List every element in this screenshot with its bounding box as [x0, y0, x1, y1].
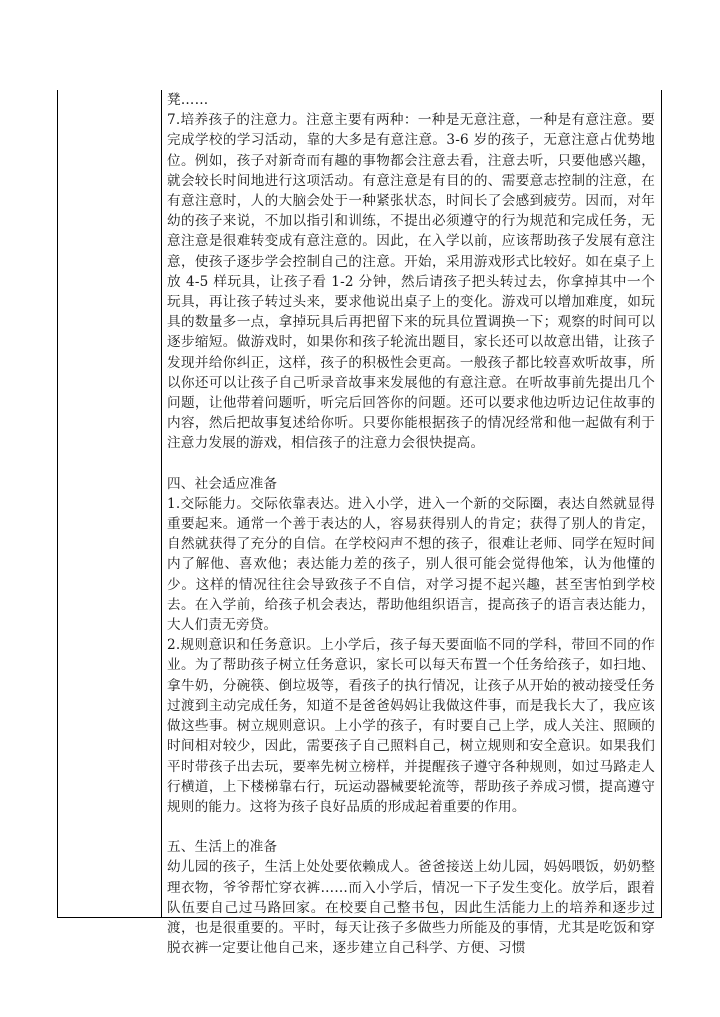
section-heading-life: 五、生活上的准备 — [167, 839, 278, 856]
table-left-column — [58, 90, 161, 917]
content-table — [57, 90, 662, 957]
paragraph-communication: 1.交际能力。交际依靠表达。进入小学，进入一个新的交际圈，表达自然就显得重要起来。通常一个善于表达的人，容易获得别人的肯定；获得了别人的肯定，自然就获得了充分的自信。在学校闷声不想的孩子，很难让老师、同学在短时间内了解他、喜欢他；表达能力差的孩子，别人很可能会觉得他笨，认为他懂的少。这样的情况往往会导致孩子不自信，对学习提不起兴趣，甚至害怕到学校去。在入学前，给孩子机会表达，帮助他组织语言，提高孩子的语言表达能力，大人们责无旁贷。 — [167, 495, 655, 634]
paragraph-rules: 2.规则意识和任务意识。上小学后，孩子每天要面临不同的学科，带回不同的作业。为了帮助孩子树立任务意识，家长可以每天布置一个任务给孩子，如扫地、拿牛奶，分碗筷、倒垃圾等，看孩子的执行情况，让孩子从开始的被动接受任务过渡到主动完成任务，知道不是爸爸妈妈让我做这件事，而是我长大了，我应该做这些事。树立规则意识。上小学的孩子，有时要自己上学，成人关注、照顾的时间相对较少，因此，需要孩子自己照料自己，树立规则和安全意识。如果我们平时带孩子出去玩，要率先树立榜样，并提醒孩子遵守各种规则，如过马路走人行横道，上下楼梯靠右行，玩运动器械要轮流等，帮助孩子养成习惯，提高遵守规则的能力。这将为孩子良好品质的形成起着重要的作用。 — [167, 637, 655, 815]
lead-text: 凳…… — [167, 92, 209, 108]
column-divider — [161, 90, 162, 917]
paragraph-attention: 7.培养孩子的注意力。注意主要有两种：一种是无意注意，一种是有意注意。要完成学校的学习活动，靠的大多是有意注意。3-6 岁的孩子，无意注意占优势地位。例如，孩子对新奇而有趣的事物都会注意去看，注意去听，只要他感兴趣，就会较长时间地进行这项活动。有意注意是有目的的、需要意志控制的注意，在有意注意时，人的大脑会处于一种紧张状态，时间长了会感到疲劳。因而，对年幼的孩子来说，不加以指引和训练，不提出必须遵守的行为规范和完成任务，无意注意是很难转变成有意注意的。因此，在入学以前，应该帮助孩子发展有意注意，使孩子逐步学会控制自己的注意。开始，采用游戏形式比较好。如在桌子上放 4-5 样玩具，让孩子看 1-2 分钟，然后请孩子把头转过去，你拿掉其中一个玩具，再让孩子转过头来，要求他说出桌子上的变化。游戏可以增加难度，如玩具的数量多一点，拿掉玩具后再把留下来的玩具位置调换一下；观察的时间可以逐步缩短。做游戏时，如果你和孩子轮流出题目，家长还可以故意出错，让孩子发现并给你纠正，这样，孩子的积极性会更高。一般孩子都比较喜欢听故事，所以你还可以让孩子自己听录音故事来发展他的有意注意。在听故事前先提出几个问题，让他带着问题听，听完后回答你的问题。还可以要求他边听边记住故事的内容，然后把故事复述给你听。只要你能根据孩子的情况经常和他一起做有利于注意力发展的游戏，相信孩子的注意力会很快提高。 — [167, 112, 655, 452]
section-heading-social: 四、社会适应准备 — [167, 475, 278, 492]
paragraph-life: 幼儿园的孩子，生活上处处要依赖成人。爸爸接送上幼儿园，妈妈喂饭，奶奶整理衣物，爷爷帮忙穿衣裤……而入小学后，情况一下子发生变化。放学后，跟着队伍要自己过马路回家。在校要自己整书包，因此生活能力上的培养和逐步过渡，也是很重要的。平时，每天让孩子多做些力所能及的事情，尤其是吃饭和穿脱衣裤一定要让他自己来，逐步建立自己科学、方便、习惯 — [167, 859, 655, 957]
table-content-cell — [167, 90, 655, 958]
